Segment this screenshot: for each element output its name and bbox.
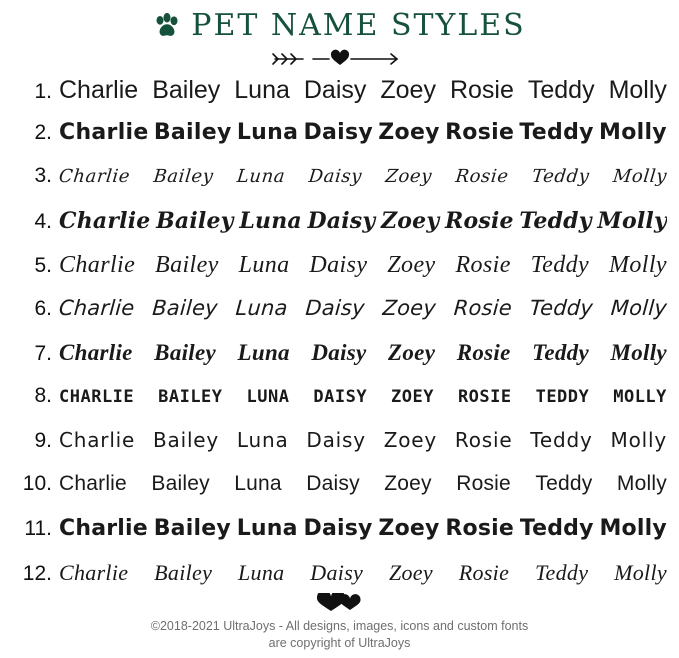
name-sample: Rosie: [454, 428, 513, 452]
copyright-line-1: ©2018-2021 UltraJoys - All designs, images, icons and custom fonts: [150, 619, 529, 633]
copyright-line-2: are copyright of UltraJoys: [268, 636, 411, 650]
style-row[interactable]: [12, 516, 667, 560]
name-sample: Rosie: [445, 208, 514, 234]
arrow-with-heart-divider: [0, 46, 679, 72]
name-sample: Teddy: [519, 516, 594, 541]
name-sample: Molly: [608, 76, 667, 104]
name-sample: Luna: [239, 208, 302, 234]
style-sample: [59, 252, 667, 279]
name-sample: Teddy: [519, 120, 594, 145]
name-sample: Zoey: [380, 76, 436, 104]
name-sample: Molly: [610, 428, 667, 452]
name-sample: Zoey: [388, 340, 436, 365]
name-sample: Zoey: [384, 166, 434, 187]
style-sample: [59, 428, 667, 452]
name-sample: Teddy: [530, 428, 593, 452]
name-sample: CHARLIE: [59, 387, 135, 407]
style-number: 8.: [34, 384, 52, 407]
name-sample: Charlie: [59, 516, 148, 541]
name-sample: Zoey: [381, 208, 440, 234]
name-sample: Teddy: [530, 166, 591, 187]
name-sample: Daisy: [303, 76, 367, 104]
name-sample: Zoey: [381, 296, 437, 320]
name-sample: Charlie: [59, 472, 127, 495]
name-sample: Rosie: [458, 560, 510, 585]
name-sample: Luna: [236, 516, 298, 541]
name-sample: Rosie: [449, 76, 514, 104]
paw-icon: [153, 12, 181, 40]
name-sample: Luna: [236, 120, 299, 145]
name-sample: DAISY: [313, 387, 368, 407]
style-number: 11.: [24, 517, 52, 540]
name-sample: Daisy: [304, 296, 366, 320]
name-sample: Charlie: [59, 208, 151, 234]
name-sample: Daisy: [306, 428, 366, 452]
name-sample: Bailey: [152, 166, 215, 187]
style-row[interactable]: [12, 76, 667, 120]
style-number: 12.: [22, 562, 52, 585]
name-sample: Charlie: [59, 76, 139, 104]
name-sample: Charlie: [59, 560, 129, 585]
name-sample: Luna: [237, 340, 290, 365]
style-row[interactable]: [12, 296, 667, 340]
name-sample: Zoey: [378, 120, 440, 145]
name-sample: Rosie: [454, 166, 510, 187]
style-sample: [59, 560, 667, 586]
name-sample: Daisy: [307, 166, 364, 187]
name-sample: Teddy: [519, 208, 592, 234]
name-sample: Daisy: [307, 208, 376, 234]
name-sample: Luna: [234, 296, 289, 320]
style-sample: [58, 296, 668, 320]
name-sample: Bailey: [153, 428, 220, 452]
style-row[interactable]: [12, 208, 667, 252]
style-row[interactable]: [12, 120, 667, 164]
name-sample: TEDDY: [535, 387, 590, 407]
name-sample: Molly: [599, 120, 667, 145]
name-sample: Teddy: [530, 252, 590, 278]
style-number: 9.: [34, 429, 52, 452]
name-sample: Molly: [597, 208, 667, 234]
style-row[interactable]: [12, 164, 667, 208]
name-sample: Luna: [234, 76, 290, 104]
name-sample: Rosie: [452, 296, 513, 320]
name-sample: Luna: [235, 166, 287, 187]
name-sample: ZOEY: [391, 387, 434, 407]
style-number: 7.: [34, 342, 52, 365]
name-sample: Rosie: [455, 252, 511, 278]
name-sample: Daisy: [309, 252, 368, 278]
style-number: 10.: [22, 472, 52, 495]
name-sample: Charlie: [57, 166, 132, 187]
name-sample: Teddy: [535, 472, 593, 495]
style-sample: [59, 120, 667, 145]
style-sample: [59, 340, 667, 366]
name-sample: Luna: [238, 560, 285, 585]
name-sample: Daisy: [303, 516, 373, 541]
style-number: 4.: [34, 210, 52, 233]
name-sample: Rosie: [456, 340, 511, 365]
style-list: [0, 72, 679, 604]
name-sample: Bailey: [152, 76, 221, 104]
name-sample: Teddy: [532, 340, 589, 365]
style-sample: [59, 76, 667, 105]
style-number: 1.: [34, 80, 52, 103]
name-sample: Charlie: [59, 428, 136, 452]
name-sample: LUNA: [246, 387, 290, 407]
style-sample: [59, 208, 667, 234]
name-sample: Daisy: [306, 472, 360, 495]
name-sample: Bailey: [154, 340, 217, 365]
name-sample: Charlie: [58, 296, 136, 320]
name-sample: Bailey: [153, 120, 232, 145]
style-number: 5.: [34, 254, 52, 277]
name-sample: Bailey: [151, 296, 219, 320]
name-sample: Molly: [616, 472, 667, 495]
name-sample: Daisy: [310, 560, 364, 585]
name-sample: Zoey: [387, 252, 436, 278]
style-row[interactable]: [12, 428, 667, 472]
style-sample: [59, 516, 667, 541]
name-sample: Zoey: [384, 472, 432, 495]
name-sample: Molly: [610, 340, 667, 365]
name-sample: Charlie: [59, 340, 133, 365]
style-row[interactable]: [12, 384, 667, 428]
name-sample: Bailey: [154, 560, 213, 585]
page-footer: [0, 592, 679, 652]
name-sample: Teddy: [528, 296, 594, 320]
style-row[interactable]: [12, 252, 667, 296]
page-title: PET NAME STYLES: [191, 7, 526, 43]
name-sample: Molly: [599, 516, 667, 541]
style-sample: [59, 387, 667, 407]
name-sample: Rosie: [456, 472, 511, 495]
style-sample: [59, 472, 667, 496]
name-sample: Charlie: [59, 252, 136, 278]
name-sample: Bailey: [151, 472, 210, 495]
name-sample: Rosie: [445, 120, 515, 145]
name-sample: Daisy: [303, 120, 374, 145]
name-sample: Bailey: [156, 208, 234, 234]
name-sample: Charlie: [59, 120, 149, 145]
name-sample: Molly: [610, 296, 668, 320]
name-sample: Luna: [238, 252, 290, 278]
name-sample: Daisy: [311, 340, 367, 365]
style-sample: [58, 166, 668, 187]
name-sample: Molly: [614, 560, 667, 585]
name-sample: Teddy: [527, 76, 595, 104]
name-sample: Rosie: [445, 516, 514, 541]
name-sample: Zoey: [378, 516, 440, 541]
style-number: 6.: [34, 297, 52, 320]
name-sample: Zoey: [383, 428, 438, 452]
double-heart-icon: [0, 592, 679, 614]
style-row[interactable]: [12, 472, 667, 516]
name-sample: ROSIE: [457, 387, 512, 407]
name-sample: Zoey: [388, 560, 433, 585]
name-sample: MOLLY: [613, 387, 667, 407]
name-sample: Teddy: [535, 560, 589, 585]
name-sample: Molly: [608, 252, 667, 278]
style-number: 2.: [34, 121, 52, 144]
name-sample: Luna: [236, 428, 289, 452]
name-sample: Bailey: [153, 516, 231, 541]
name-sample: Molly: [611, 166, 669, 187]
name-sample: Bailey: [155, 252, 219, 278]
name-sample: BAILEY: [158, 387, 223, 407]
style-number: 3.: [34, 164, 52, 187]
page-header: [0, 0, 679, 46]
name-sample: Luna: [234, 472, 282, 495]
style-row[interactable]: [12, 340, 667, 384]
